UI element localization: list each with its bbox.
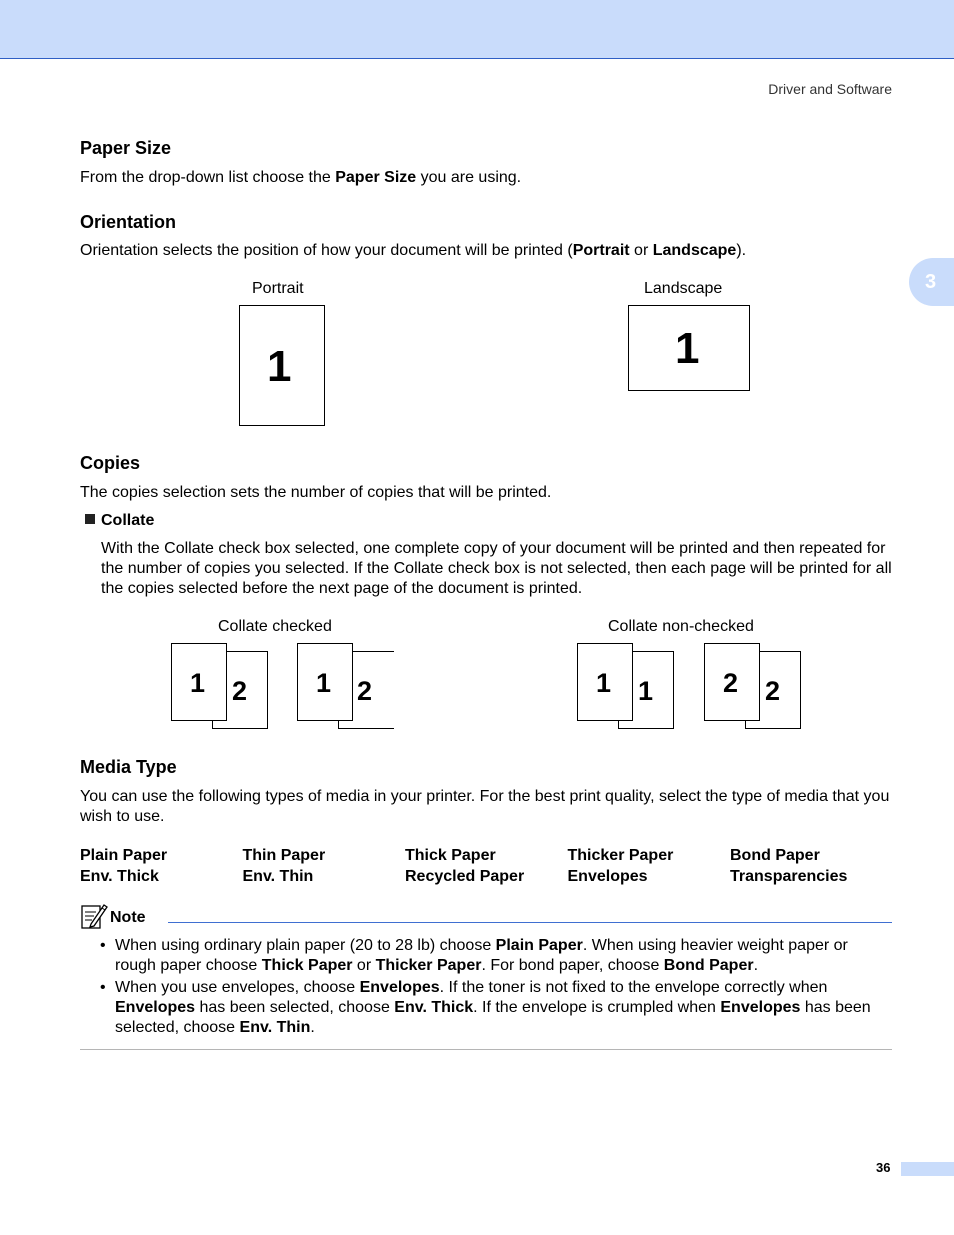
media-type-item: Recycled Paper (405, 868, 525, 885)
page-number: 2 (765, 676, 781, 706)
collate-title: Collate (101, 512, 155, 529)
media-type-item: Bond Paper (730, 847, 820, 864)
orientation-heading: Orientation (80, 212, 177, 232)
footer-band (901, 1162, 954, 1176)
note-list (100, 936, 892, 1040)
note-divider (168, 922, 892, 923)
paper-size-heading: Paper Size (80, 138, 172, 158)
note-item: • When using ordinary plain paper (20 to 28 lb) choose Plain Paper. When using heavier weight paper or rough paper choose Thick Paper or Thicker Paper. For bond paper, choose Bond Paper. (100, 936, 892, 976)
page-number: 2 (232, 676, 248, 706)
note-bottom-rule (80, 1049, 892, 1050)
orientation-text: Orientation selects the position of how your document will be printed (Portrait or Landscape). (80, 242, 747, 259)
media-type-item: Envelopes (567, 868, 648, 885)
page-number: 1 (638, 676, 654, 706)
landscape-label: Landscape (644, 280, 723, 297)
page-number: 2 (723, 668, 739, 698)
collate-nonchecked-set1-front-page (577, 643, 633, 721)
copies-heading: Copies (80, 453, 141, 473)
media-type-item: Thick Paper (405, 847, 496, 864)
media-type-item: Plain Paper (80, 847, 168, 864)
media-type-item: Thicker Paper (567, 847, 674, 864)
collate-nonchecked-label: Collate non-checked (608, 618, 754, 635)
chapter-tab: 3 (909, 258, 954, 306)
landscape-page-number: 1 (675, 324, 700, 373)
note-label: Note (110, 909, 146, 926)
collate-description: With the Collate check box selected, one complete copy of your document will be printed and then repeated for the number of copies you selected. If the Collate check box is not selected, then each page will be printed for all the copies selected before the next page of the document is printed. (101, 540, 892, 597)
collate-checked-label: Collate checked (218, 618, 332, 635)
portrait-page-illustration (239, 305, 325, 426)
portrait-page-number: 1 (267, 342, 292, 391)
collate-nonchecked-set2-front-page (704, 643, 760, 721)
header-band (0, 0, 954, 59)
page-number: 1 (190, 668, 206, 698)
media-type-item: Transparencies (730, 868, 848, 885)
note-pencil-icon (80, 902, 108, 930)
page-number: 1 (596, 668, 612, 698)
collate-checked-set1-front-page (171, 643, 227, 721)
running-header: Driver and Software (768, 81, 892, 97)
media-type-item: Env. Thin (242, 868, 314, 885)
square-bullet-icon (85, 514, 95, 524)
page-number: 2 (357, 676, 373, 706)
note-item: • When you use envelopes, choose Envelopes. If the toner is not fixed to the envelope correctly when Envelopes has been selected, choose Env. Thick. If the envelope is crumpled when Envelopes has been selected, choose Env. Thin. (100, 978, 892, 1038)
collate-checked-set2-front-page (297, 643, 353, 721)
media-type-item: Env. Thick (80, 868, 159, 885)
landscape-page-illustration (628, 305, 750, 391)
copies-text: The copies selection sets the number of copies that will be printed. (80, 484, 552, 501)
paper-size-text: From the drop-down list choose the Paper Size you are using. (80, 169, 522, 186)
media-type-heading: Media Type (80, 757, 177, 777)
media-type-table (80, 846, 892, 887)
portrait-label: Portrait (252, 280, 304, 297)
page-number: 1 (316, 668, 332, 698)
page-number-footer: 36 (876, 1160, 891, 1175)
media-type-text: You can use the following types of media in your printer. For the best print quality, select the type of media that you wish to use. (80, 788, 890, 825)
media-type-item: Thin Paper (242, 847, 326, 864)
